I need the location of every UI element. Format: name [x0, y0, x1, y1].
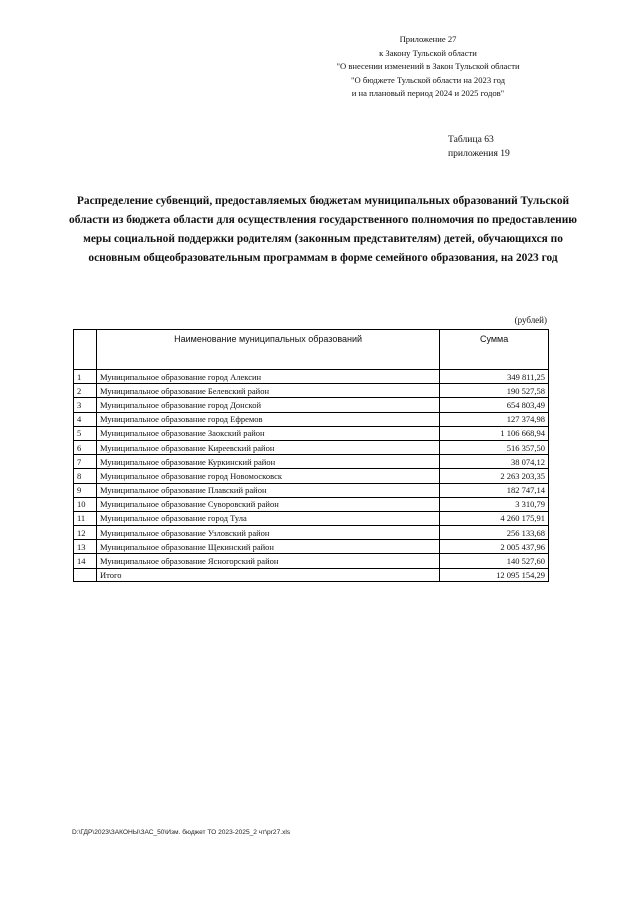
table-row — [74, 370, 549, 384]
units-label: (рублей) — [514, 315, 547, 325]
table-row — [74, 469, 549, 483]
document-title: Распределение субвенций, предоставляемых бюджетам муниципальных образований Тульской области из бюджета области для осуществления государственного полномочия по предоставлению меры социальной поддержки родителям (законным представителям) детей, обучающихся по основным общеобразовательным программам в форме семейного образования, на 2023 год — [69, 195, 577, 264]
table-row — [74, 511, 549, 525]
total-label: Итого — [96, 568, 439, 581]
row-sum: 3 310,79 — [440, 497, 549, 511]
row-name: Муниципальное образование город Тула — [96, 511, 439, 525]
header-name-cell: Наименование муниципальных образований — [96, 330, 439, 370]
row-sum: 349 811,25 — [440, 370, 549, 384]
row-name: Муниципальное образование Куркинский район — [96, 455, 439, 469]
row-number: 7 — [74, 455, 97, 469]
row-name: Муниципальное образование Суворовский район — [96, 497, 439, 511]
row-sum: 127 374,98 — [440, 412, 549, 426]
table-row — [74, 540, 549, 554]
row-name: Муниципальное образование город Алексин — [96, 370, 439, 384]
row-name: Муниципальное образование Плавский район — [96, 483, 439, 497]
row-sum: 2 263 203,35 — [440, 469, 549, 483]
appendix-header-line: "О внесении изменений в Закон Тульской области — [336, 61, 520, 71]
file-path-footer: D:\ГДР\2023\ЗАКОНЫ\ЗАС_50\Изм. бюджет ТО 2023-2025_2 чт\pr27.xls — [72, 829, 291, 836]
row-sum: 2 005 437,96 — [440, 540, 549, 554]
row-name: Муниципальное образование Узловский район — [96, 526, 439, 540]
distribution-table — [73, 329, 549, 582]
row-number: 8 — [74, 469, 97, 483]
row-number: 1 — [74, 370, 97, 384]
row-number: 4 — [74, 412, 97, 426]
table-row — [74, 384, 549, 398]
table-row — [74, 483, 549, 497]
row-sum: 654 803,49 — [440, 398, 549, 412]
row-name: Муниципальное образование Киреевский район — [96, 440, 439, 454]
table-row — [74, 497, 549, 511]
total-num-cell — [74, 568, 97, 581]
row-number: 13 — [74, 540, 97, 554]
row-number: 10 — [74, 497, 97, 511]
row-number: 9 — [74, 483, 97, 497]
appendix-header — [308, 33, 548, 101]
row-number: 3 — [74, 398, 97, 412]
row-sum: 190 527,58 — [440, 384, 549, 398]
row-sum: 38 074,12 — [440, 455, 549, 469]
row-name: Муниципальное образование Заокский район — [96, 426, 439, 440]
table-row — [74, 554, 549, 568]
table-row — [74, 426, 549, 440]
table-number: Таблица 63 — [448, 134, 494, 145]
row-name: Муниципальное образование город Ефремов — [96, 412, 439, 426]
appendix-header-line: и на плановый период 2024 и 2025 годов" — [351, 88, 505, 98]
row-number: 6 — [74, 440, 97, 454]
row-number: 11 — [74, 511, 97, 525]
row-name: Муниципальное образование город Донской — [96, 398, 439, 412]
header-num-cell — [74, 330, 97, 370]
table-row — [74, 440, 549, 454]
row-name: Муниципальное образование Ясногорский район — [96, 554, 439, 568]
table-row — [74, 455, 549, 469]
row-sum: 182 747,14 — [440, 483, 549, 497]
total-row — [74, 568, 549, 581]
row-sum: 256 133,68 — [440, 526, 549, 540]
appendix-header-line: "О бюджете Тульской области на 2023 год — [351, 74, 505, 85]
appendix-number: приложения 19 — [448, 148, 510, 159]
row-sum: 1 106 668,94 — [440, 426, 549, 440]
row-sum: 516 357,50 — [440, 440, 549, 454]
row-name: Муниципальное образование Белевский район — [96, 384, 439, 398]
table-row — [74, 412, 549, 426]
row-sum: 140 527,60 — [440, 554, 549, 568]
appendix-header-line: к Закону Тульской области — [379, 47, 477, 58]
table-header-row — [74, 330, 549, 370]
table-row — [74, 526, 549, 540]
row-name: Муниципальное образование город Новомосковск — [96, 469, 439, 483]
table-row — [74, 398, 549, 412]
row-number: 2 — [74, 384, 97, 398]
row-number: 5 — [74, 426, 97, 440]
row-name: Муниципальное образование Щекинский район — [96, 540, 439, 554]
row-number: 12 — [74, 526, 97, 540]
table-reference — [446, 133, 510, 161]
header-sum-cell: Сумма — [440, 330, 549, 370]
row-sum: 4 260 175,91 — [440, 511, 549, 525]
row-number: 14 — [74, 554, 97, 568]
appendix-header-line: Приложение 27 — [399, 34, 457, 44]
total-sum: 12 095 154,29 — [440, 568, 549, 581]
